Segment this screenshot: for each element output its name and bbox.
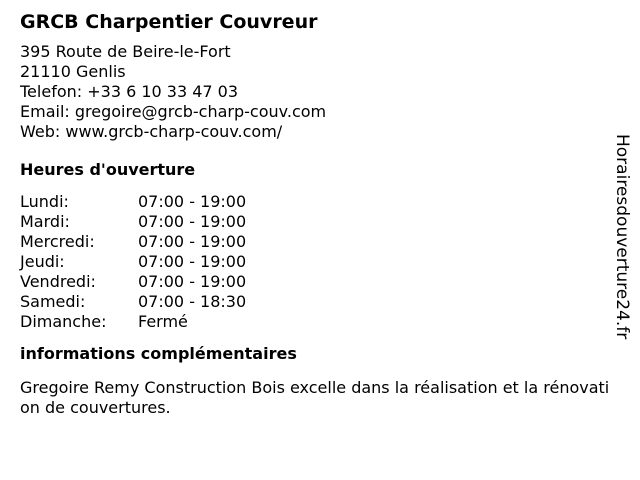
hours-day: Vendredi: (20, 272, 96, 291)
business-card (20, 10, 620, 418)
hours-time: 07:00 - 19:00 (138, 232, 247, 251)
hours-day: Mardi: (20, 212, 70, 231)
hours-time: 07:00 - 18:30 (138, 292, 247, 311)
hours-day: Lundi: (20, 192, 69, 211)
contact-block (20, 42, 620, 142)
business-name: GRCB Charpentier Couvreur (20, 11, 318, 33)
site-watermark: Horairesdouverture24.fr (612, 134, 632, 340)
hours-day: Samedi: (20, 292, 86, 311)
hours-day: Mercredi: (20, 232, 95, 251)
hours-time: 07:00 - 19:00 (138, 212, 247, 231)
website-link[interactable]: Web: www.grcb-charp-couv.com/ (20, 122, 283, 141)
hours-time: Fermé (138, 312, 188, 331)
hours-day: Dimanche: (20, 312, 107, 331)
hours-row (20, 192, 620, 212)
email-address[interactable]: Email: gregoire@grcb-charp-couv.com (20, 102, 327, 121)
hours-row (20, 272, 620, 292)
hours-time: 07:00 - 19:00 (138, 192, 247, 211)
address-city: 21110 Genlis (20, 62, 126, 81)
hours-row (20, 212, 620, 232)
hours-time: 07:00 - 19:00 (138, 272, 247, 291)
hours-day: Jeudi: (20, 252, 65, 271)
additional-info-heading: informations complémentaires (20, 344, 297, 363)
hours-time: 07:00 - 19:00 (138, 252, 247, 271)
hours-row (20, 232, 620, 252)
opening-hours-heading: Heures d'ouverture (20, 160, 196, 179)
hours-row (20, 252, 620, 272)
phone-number[interactable]: Telefon: +33 6 10 33 47 03 (20, 82, 239, 101)
opening-hours-table (20, 192, 620, 332)
additional-info-text: Gregoire Remy Construction Bois excelle dans la réalisation et la rénovation de couvertures. (20, 378, 610, 417)
hours-row (20, 292, 620, 312)
address-street: 395 Route de Beire-le-Fort (20, 42, 231, 61)
hours-row (20, 312, 620, 332)
